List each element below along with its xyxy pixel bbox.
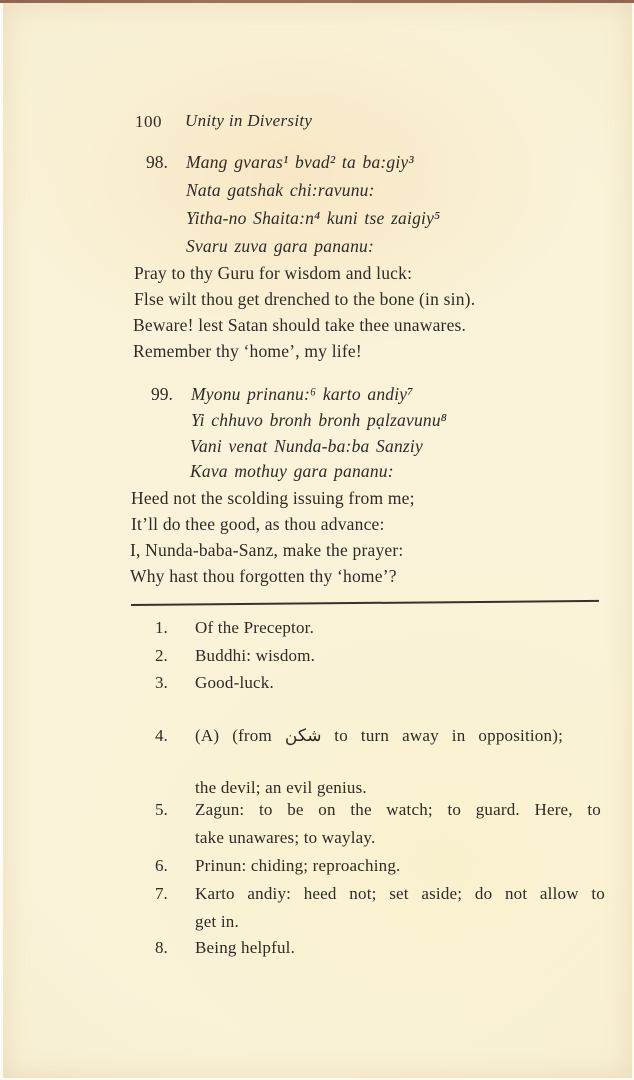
verse-98-translation-line: Beware! lest Satan should take thee unawares.: [133, 315, 467, 335]
footnote-2-number: 2.: [155, 646, 168, 665]
verse-99-line: Kava mothuy gara pananu:: [190, 461, 394, 481]
verse-99-translation-line: Heed not the scolding issuing from me;: [131, 488, 415, 508]
verse-99-translation-line: It’ll do thee good, as thou advance:: [131, 514, 385, 534]
footnote-8-number: 8.: [155, 938, 168, 957]
footnote-1-text: Of the Preceptor.: [195, 618, 315, 637]
footnote-5-text-line: take unawares; to waylay.: [195, 828, 376, 847]
verse-98-number: 98.: [146, 152, 168, 172]
verse-99-line: Vani venat Nunda-ba:ba Sanziy: [190, 436, 423, 456]
footnote-7-text-line: get in.: [195, 912, 239, 931]
scan-top-edge: [0, 0, 634, 3]
verse-98-translation-line: Remember thy ‘home’, my life!: [133, 341, 362, 361]
footnote-2-text: Buddhi: wisdom.: [195, 646, 316, 665]
verse-99-number: 99.: [151, 384, 173, 404]
verse-98-line: Svaru zuva gara pananu:: [186, 236, 375, 256]
verse-99-translation-line: I, Nunda-baba-Sanz, make the prayer:: [130, 540, 404, 560]
footnote-4-number: 4.: [155, 726, 168, 745]
footnote-4-text-line: (A) (from شكن to turn away in opposition);: [195, 726, 563, 745]
footnote-6-number: 6.: [155, 856, 168, 875]
footnote-4-text-line: the devil; an evil genius.: [195, 778, 367, 797]
verse-98-translation-line: Flse wilt thou get drenched to the bone (in sin).: [134, 289, 476, 309]
book-title: Unity in Diversity: [185, 111, 313, 130]
footnote-6-text: Prinun: chiding; reproaching.: [195, 856, 401, 875]
page-number: 100: [135, 112, 162, 131]
verse-99-line: Myonu prinanu:⁶ karto andiy⁷: [191, 384, 414, 404]
footnote-7-text-line: Karto andiy: heed not; set aside; do not allow to: [195, 884, 605, 903]
footnote-5-text-line: Zagun: to be on the watch; to guard. Here, to: [195, 800, 601, 819]
footnote-3-number: 3.: [155, 673, 168, 692]
verse-98-line: Yitha-no Shaita:n⁴ kuni tse zaigiy⁵: [186, 208, 441, 228]
footnote-5-number: 5.: [155, 800, 168, 819]
verse-99-line: Yi chhuvo bronh bronh pạlzavunu⁸: [191, 410, 448, 430]
verse-98-line: Nata gatshak chi:ravunu:: [186, 180, 375, 200]
footnote-1-number: 1.: [155, 618, 168, 637]
footnote-8-text: Being helpful.: [195, 938, 296, 957]
footnote-3-text: Good-luck.: [195, 673, 274, 692]
verse-98-line: Mang gvaras¹ bvad² ta ba:giy³: [186, 152, 414, 172]
paper-background: [3, 3, 632, 1078]
footnote-divider-rule: [131, 600, 599, 606]
footnote-7-number: 7.: [155, 884, 168, 903]
verse-98-translation-line: Pray to thy Guru for wisdom and luck:: [134, 263, 413, 283]
verse-99-translation-line: Why hast thou forgotten thy ‘home’?: [130, 566, 397, 586]
